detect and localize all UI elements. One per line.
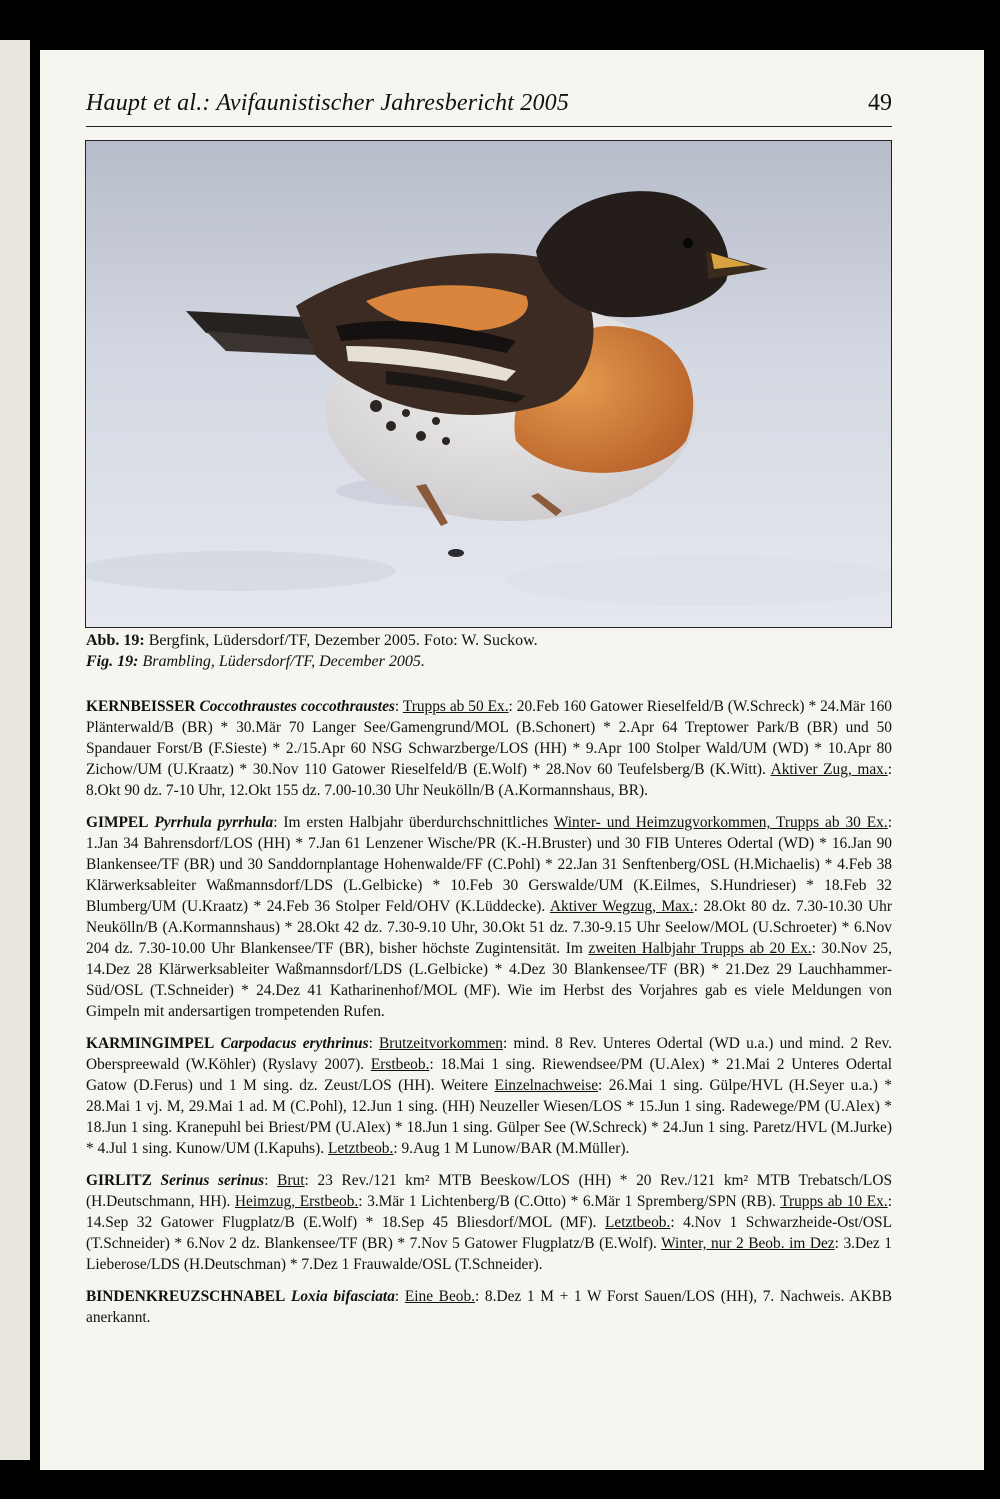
underlined-term: Einzelnachweise xyxy=(494,1077,599,1094)
bird-photo xyxy=(85,140,892,628)
entry-text: : 3.Mär 1 Lichtenberg/B (C.Otto) * 6.Mär 1 Spremberg/SPN (RB). xyxy=(358,1193,781,1210)
caption-en xyxy=(86,651,892,672)
entry-text: : xyxy=(368,1035,380,1052)
species-latin: Serinus serinus xyxy=(160,1172,265,1189)
underlined-term: Letztbeob. xyxy=(604,1214,671,1231)
entry-text: : 8.Okt 90 dz. 7-10 Uhr, 12.Okt 155 dz. 7.00-10.30 Uhr Neukölln/B (A.Kormannshaus, BR). xyxy=(86,761,892,799)
species-latin: Coccothraustes coccothraustes xyxy=(199,698,395,715)
entry-body xyxy=(86,1035,892,1157)
entry-text: : 26.Mai 1 sing. Gülpe/HVL (H.Seyer u.a.) * 28.Mai 1 vj. M, 29.Mai 1 ad. M (C.Pohl), 12.Jun 1 sing. (HH) Neuzeller Wiesen/LOS * 15.Jun 1 sing. Radewege/PM (U.Alex) * 18.Jun 1 sing. Kranepuhl bei Briest/PM (U.Alex) * 18.Jun 1 sing. Gülper See (W.Schreck) * 24.Jun 1 sing. Paretz/HVL (M.Jurke) * 4.Jul 1 sing. Kunow/UM (I.Kapuhs). xyxy=(86,1077,892,1157)
underlined-term: Brut xyxy=(277,1172,305,1189)
species-name: BINDENKREUZSCHNABEL xyxy=(86,1288,286,1305)
running-header xyxy=(86,90,892,127)
underlined-term: Erstbeob. xyxy=(370,1056,430,1073)
entry-text: : 23 Rev./121 km² MTB Beeskow/LOS (HH) * 20 Rev./121 km² MTB Trebatsch/LOS (H.Deutschmann, HH). xyxy=(86,1172,893,1210)
entry-text: : 1.Jan 34 Bahrensdorf/LOS (HH) * 7.Jan 61 Lenzener Wische/PR (K.-H.Bruster) und 30 FIB Unteres Odertal (WD) * 16.Jan 90 Blankensee/TF (BR) und 30 Sanddornplantage Hohenwalde/FF (C.Pohl) * 22.Jan 31 Senftenberg/OSL (H.Michaelis) * 4.Feb 38 Klärwerksableiter Waßmannsdorf/LDS (L.Gelbicke) * 10.Feb 30 Gerswalde/UM (K.Eilmes, S.Hundrieser) * 18.Feb 32 Blumberg/UM (U.Kraatz) * 24.Feb 36 Stolper Feld/OHV (K.Lüddecke). xyxy=(86,814,892,915)
caption-de xyxy=(86,630,892,651)
entry-text: : mind. 8 Rev. Unteres Odertal (WD u.a.) und mind. 2 Rev. Oberspreewald (W.Köhler) (Ryslavy 2007). xyxy=(86,1035,893,1073)
entry-text: : 9.Aug 1 M Lunow/BAR (M.Müller). xyxy=(393,1140,630,1157)
entry-text: : 8.Dez 1 M + 1 W Forst Sauen/LOS (HH), 7. Nachweis. AKBB anerkannt. xyxy=(86,1288,892,1326)
caption-de-text: Bergfink, Lüdersdorf/TF, Dezember 2005. Foto: W. Suckow. xyxy=(148,632,538,649)
caption-label: Abb. 19: xyxy=(86,632,145,649)
species-name: GIMPEL xyxy=(86,814,149,831)
species-name: KARMINGIMPEL xyxy=(86,1035,215,1052)
caption-label-en: Fig. 19: xyxy=(86,653,139,670)
entry-text: : 30.Nov 25, 14.Dez 28 Klärwerksableiter Waßmannsdorf/LDS (L.Gelbicke) * 4.Dez 30 Blankensee/TF (BR) * 21.Dez 29 Lauchhammer-Süd/OSL (T.Schneider) * 24.Dez 41 Katharinenhof/MOL (MF). Wie im Herbst des Vorjahres gab es viele Meldungen von Gimpeln mit andersartigen trompetenden Rufen. xyxy=(86,940,892,1020)
entry-text: : xyxy=(264,1172,278,1189)
figure-caption xyxy=(86,630,892,672)
entry-text: : Im ersten Halbjahr überdurchschnittliches xyxy=(273,814,554,831)
species-entries xyxy=(86,696,892,1339)
underlined-term: zweiten Halbjahr Trupps ab 20 Ex. xyxy=(588,940,812,957)
running-title: Haupt et al.: Avifaunistischer Jahresbericht 2005 xyxy=(86,90,570,116)
underlined-term: Brutzeitvorkommen xyxy=(379,1035,503,1052)
entry-bindenkreuzschnabel xyxy=(86,1286,892,1328)
entry-text: : xyxy=(394,1288,405,1305)
journal-page xyxy=(40,50,984,1470)
species-latin: Loxia bifasciata xyxy=(290,1288,395,1305)
species-latin: Pyrrhula pyrrhula xyxy=(154,814,274,831)
entry-text: : 20.Feb 160 Gatower Rieselfeld/B (W.Schreck) * 24.Mär 160 Plänterwald/B (BR) * 30.Mär 70 Langer See/Gamengrund/MOL (B.Schonert) * 2.Apr 64 Treptower Park/B (BR) und 50 Spandauer Forst/B (F.Sieste) * 2./15.Apr 60 NSG Schwarzberge/LOS (HH) * 9.Apr 100 Stolper Wald/UM (WD) * 10.Apr 80 Zichow/UM (U.Kraatz) * 30.Nov 110 Gatower Rieselfeld/B (E.Wolf) * 28.Nov 60 Teufelsberg/B (K.Witt). xyxy=(86,698,892,778)
entry-gimpel xyxy=(86,812,892,1022)
species-name: KERNBEISSER xyxy=(86,698,196,715)
entry-body xyxy=(86,814,892,1020)
caption-en-text: Brambling, Lüdersdorf/TF, December 2005. xyxy=(142,653,425,670)
underlined-term: Heimzug, Erstbeob. xyxy=(234,1193,359,1210)
underlined-term: Aktiver Zug, max. xyxy=(770,761,888,778)
entry-text: : 4.Nov 1 Schwarzheide-Ost/OSL (T.Schneider) * 6.Nov 2 dz. Blankensee/TF (BR) * 7.Nov 5 Gatower Flugplatz/B (E.Wolf). xyxy=(86,1214,892,1252)
underlined-term: Trupps ab 50 Ex. xyxy=(402,698,509,715)
entry-text: : 28.Okt 80 dz. 7.30-10.30 Uhr Neukölln/B (A.Kormannshaus) * 28.Okt 42 dz. 7.30-9.10 Uhr, 30.Okt 51 dz. 7.30-9.15 Uhr Seelow/MOL (U.Schroeter) * 6.Nov 204 dz. 7.30-10.00 Uhr Blankensee/TF (BR), bisher höchste Zugintensität. Im xyxy=(86,898,892,957)
page-number: 49 xyxy=(868,90,892,116)
species-latin: Carpodacus erythrinus xyxy=(220,1035,369,1052)
entry-karmingimpel xyxy=(86,1033,892,1159)
species-name: GIRLITZ xyxy=(86,1172,152,1189)
entry-kernbeisser xyxy=(86,696,892,801)
adjacent-page-edge xyxy=(0,40,30,1460)
underlined-term: Winter, nur 2 Beob. im Dez xyxy=(661,1235,835,1252)
entry-girlitz xyxy=(86,1170,892,1275)
entry-text: : 14.Sep 32 Gatower Flugplatz/B (E.Wolf) * 18.Sep 45 Bliesdorf/MOL (MF). xyxy=(86,1193,892,1231)
entry-text: : xyxy=(394,698,403,715)
underlined-term: Eine Beob. xyxy=(404,1288,476,1305)
underlined-term: Trupps ab 10 Ex. xyxy=(780,1193,888,1210)
entry-text: : 18.Mai 1 sing. Riewendsee/PM (U.Alex) * 21.Mai 2 Unteres Odertal Gatow (D.Ferus) und 1 M sing. dz. Zeust/LOS (HH). Weitere xyxy=(86,1056,892,1094)
underlined-term: Letztbeob. xyxy=(327,1140,394,1157)
entry-text: : 3.Dez 1 Lieberose/LDS (H.Deutschman) * 7.Dez 1 Frauwalde/OSL (T.Schneider). xyxy=(86,1235,892,1273)
underlined-term: Winter- und Heimzugvorkommen, Trupps ab 30 Ex. xyxy=(553,814,888,831)
underlined-term: Aktiver Wegzug, Max. xyxy=(549,898,694,915)
